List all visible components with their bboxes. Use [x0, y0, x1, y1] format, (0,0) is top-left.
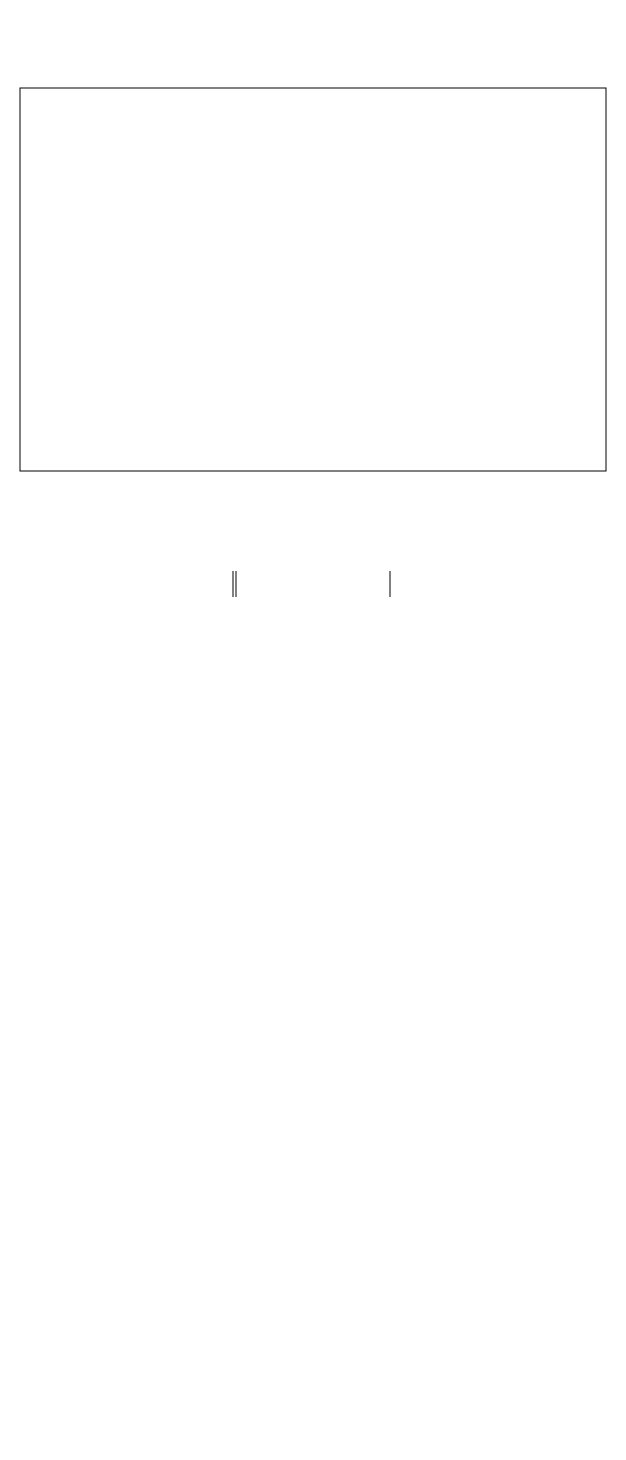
molecular-structure [0, 550, 626, 635]
plot-frame [20, 88, 606, 471]
nmr-spectrum-chart [0, 0, 626, 540]
